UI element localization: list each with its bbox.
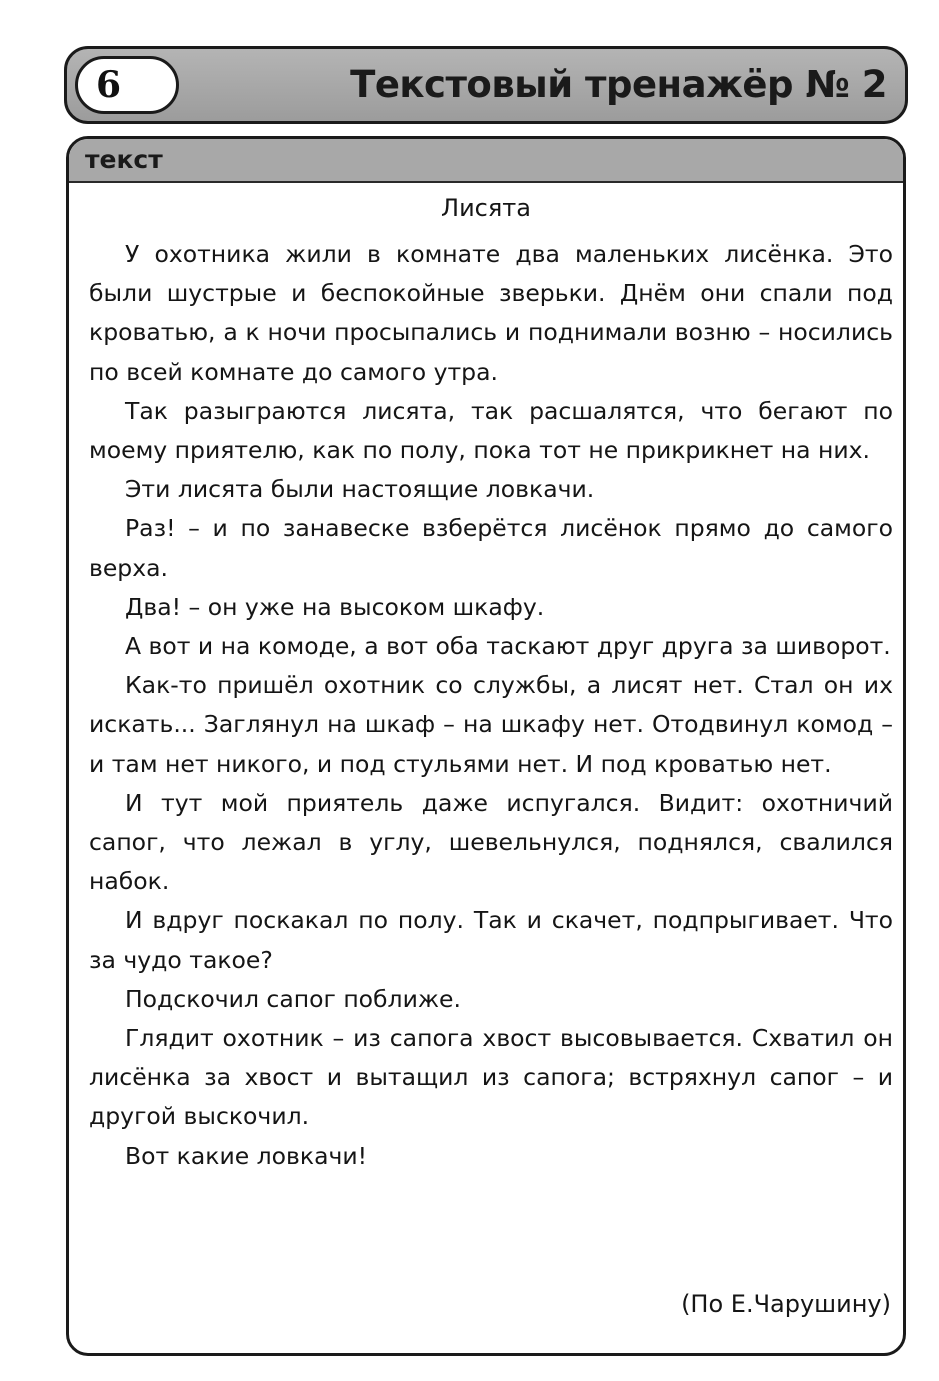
story-paragraph: Вот какие ловкачи! [125, 1141, 368, 1170]
story-paragraph: Как-то пришёл охотник со службы, а лисят нет. Стал он их искать... Заглянул на шкаф – на шкафу нет. Отодвинул комод – и там нет никого, и под стульями нет. И под кроватью нет. [89, 671, 893, 778]
section-label: текст [85, 145, 163, 174]
story-body [89, 235, 893, 1176]
page-title: Текстовый тренажёр № 2 [350, 63, 887, 106]
text-panel [66, 136, 906, 1356]
story-paragraph: Так разыграются лисята, так расшалятся, что бегают по моему приятелю, как по полу, пока тот не прикрикнет на них. [89, 396, 893, 465]
story-paragraph: Эти лисята были настоящие ловкачи. [125, 475, 595, 504]
page-number: 6 [75, 56, 179, 114]
story-paragraph: Раз! – и по занавеске взберётся лисёнок прямо до самого верха. [89, 514, 893, 582]
story-paragraph: Глядит охотник – из сапога хвост высовывается. Схватил он лисёнка за хвост и вытащил из сапога; встряхнул сапог – и другой выскочил. [89, 1024, 893, 1131]
story-paragraph: И тут мой приятель даже испугался. Видит: охотничий сапог, что лежал в углу, шевельнулся, поднялся, свалился набок. [89, 788, 893, 896]
story-paragraph: У охотника жили в комнате два маленьких лисёнка. Это были шустрые и беспокойные зверьки. Днём они спали под кроватью, а к ночи просыпались и поднимали возню – носились по всей комнате до самого утра. [89, 240, 893, 386]
story-title: Лисята [441, 194, 531, 222]
attribution: (По Е.Чарушину) [681, 1290, 891, 1318]
story-paragraph: А вот и на комоде, а вот оба таскают друг друга за шиворот. [125, 632, 891, 661]
story-paragraph: И вдруг поскакал по полу. Так и скачет, подпрыгивает. Что за чудо такое? [89, 906, 893, 974]
story-paragraph: Подскочил сапог поближе. [125, 984, 461, 1013]
story-paragraph: Два! – он уже на высоком шкафу. [125, 592, 545, 621]
section-tab [69, 139, 903, 183]
header-bar [64, 46, 908, 124]
